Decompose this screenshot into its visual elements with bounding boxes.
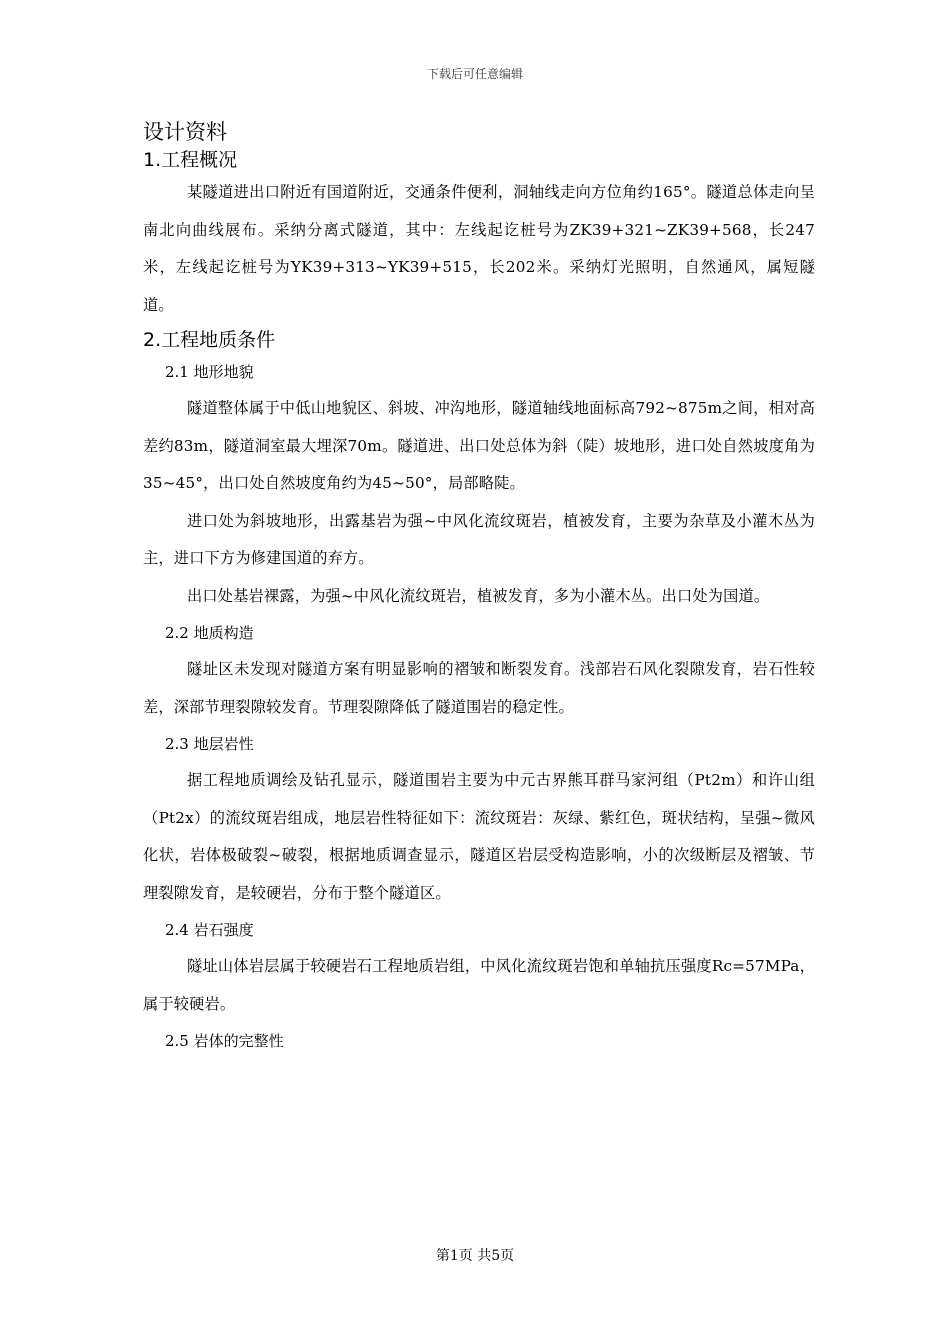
- paragraph-terrain-2: 进口处为斜坡地形，出露基岩为强~中风化流纹斑岩，植被发育，主要为杂草及小灌木丛为主，进口下方为修建国道的弃方。: [143, 511, 815, 567]
- paragraph-terrain-1: 隧道整体属于中低山地貌区、斜坡、冲沟地形，隧道轴线地面标高792~875m之间，相对高差约83m，隧道洞室最大埋深70m。隧道进、出口处总体为斜（陡）坡地形，进口处自然坡度角为35~45°，出口处自然坡度角约为45~50°，局部略陡。: [143, 399, 815, 492]
- document-body: [143, 118, 815, 1059]
- subsection-heading-structure: 2.2 地质构造: [165, 624, 254, 642]
- paragraph-terrain-3: 出口处基岩裸露，为强~中风化流纹斑岩，植被发育，多为小灌木丛。出口处为国道。: [187, 586, 770, 605]
- subsection-heading-lithology: 2.3 地层岩性: [165, 735, 254, 753]
- paragraph-overview: 某隧道进出口附近有国道附近，交通条件便利，洞轴线走向方位角约165°。隧道总体走向呈南北向曲线展布。采纳分离式隧道，其中：左线起讫桩号为ZK39+321~ZK39+568，长247米，左线起讫桩号为YK39+313~YK39+515，长202米。采纳灯光照明，自然通风，属短隧道。: [143, 183, 815, 314]
- paragraph-structure: 隧址区未发现对隧道方案有明显影响的褶皱和断裂发育。浅部岩石风化裂隙发育，岩石性较差，深部节理裂隙较发育。节理裂隙降低了隧道围岩的稳定性。: [143, 660, 815, 716]
- paragraph-lithology: 据工程地质调绘及钻孔显示，隧道围岩主要为中元古界熊耳群马家河组（Pt2m）和许山组（Pt2x）的流纹斑岩组成，地层岩性特征如下：流纹斑岩：灰绿、紫红色，斑状结构，呈强~微风化状，岩体极破裂~破裂，根据地质调查显示，隧道区岩层受构造影响，小的次级断层及褶皱、节理裂隙发育，是较硬岩，分布于整个隧道区。: [143, 771, 815, 902]
- section-heading-overview: 1.工程概况: [143, 149, 238, 171]
- document-title: 设计资料: [143, 120, 227, 144]
- page-footer: 第1页 共5页: [435, 1248, 515, 1264]
- subsection-heading-integrity: 2.5 岩体的完整性: [165, 1032, 284, 1050]
- header-note: 下载后可任意编辑: [426, 67, 523, 81]
- subsection-heading-terrain: 2.1 地形地貌: [165, 363, 254, 381]
- subsection-heading-rock-strength: 2.4 岩石强度: [165, 921, 254, 939]
- section-heading-geology: 2.工程地质条件: [143, 329, 276, 351]
- paragraph-rock-strength: 隧址山体岩层属于较硬岩石工程地质岩组，中风化流纹斑岩饱和单轴抗压强度Rc=57MPa，属于较硬岩。: [143, 957, 815, 1013]
